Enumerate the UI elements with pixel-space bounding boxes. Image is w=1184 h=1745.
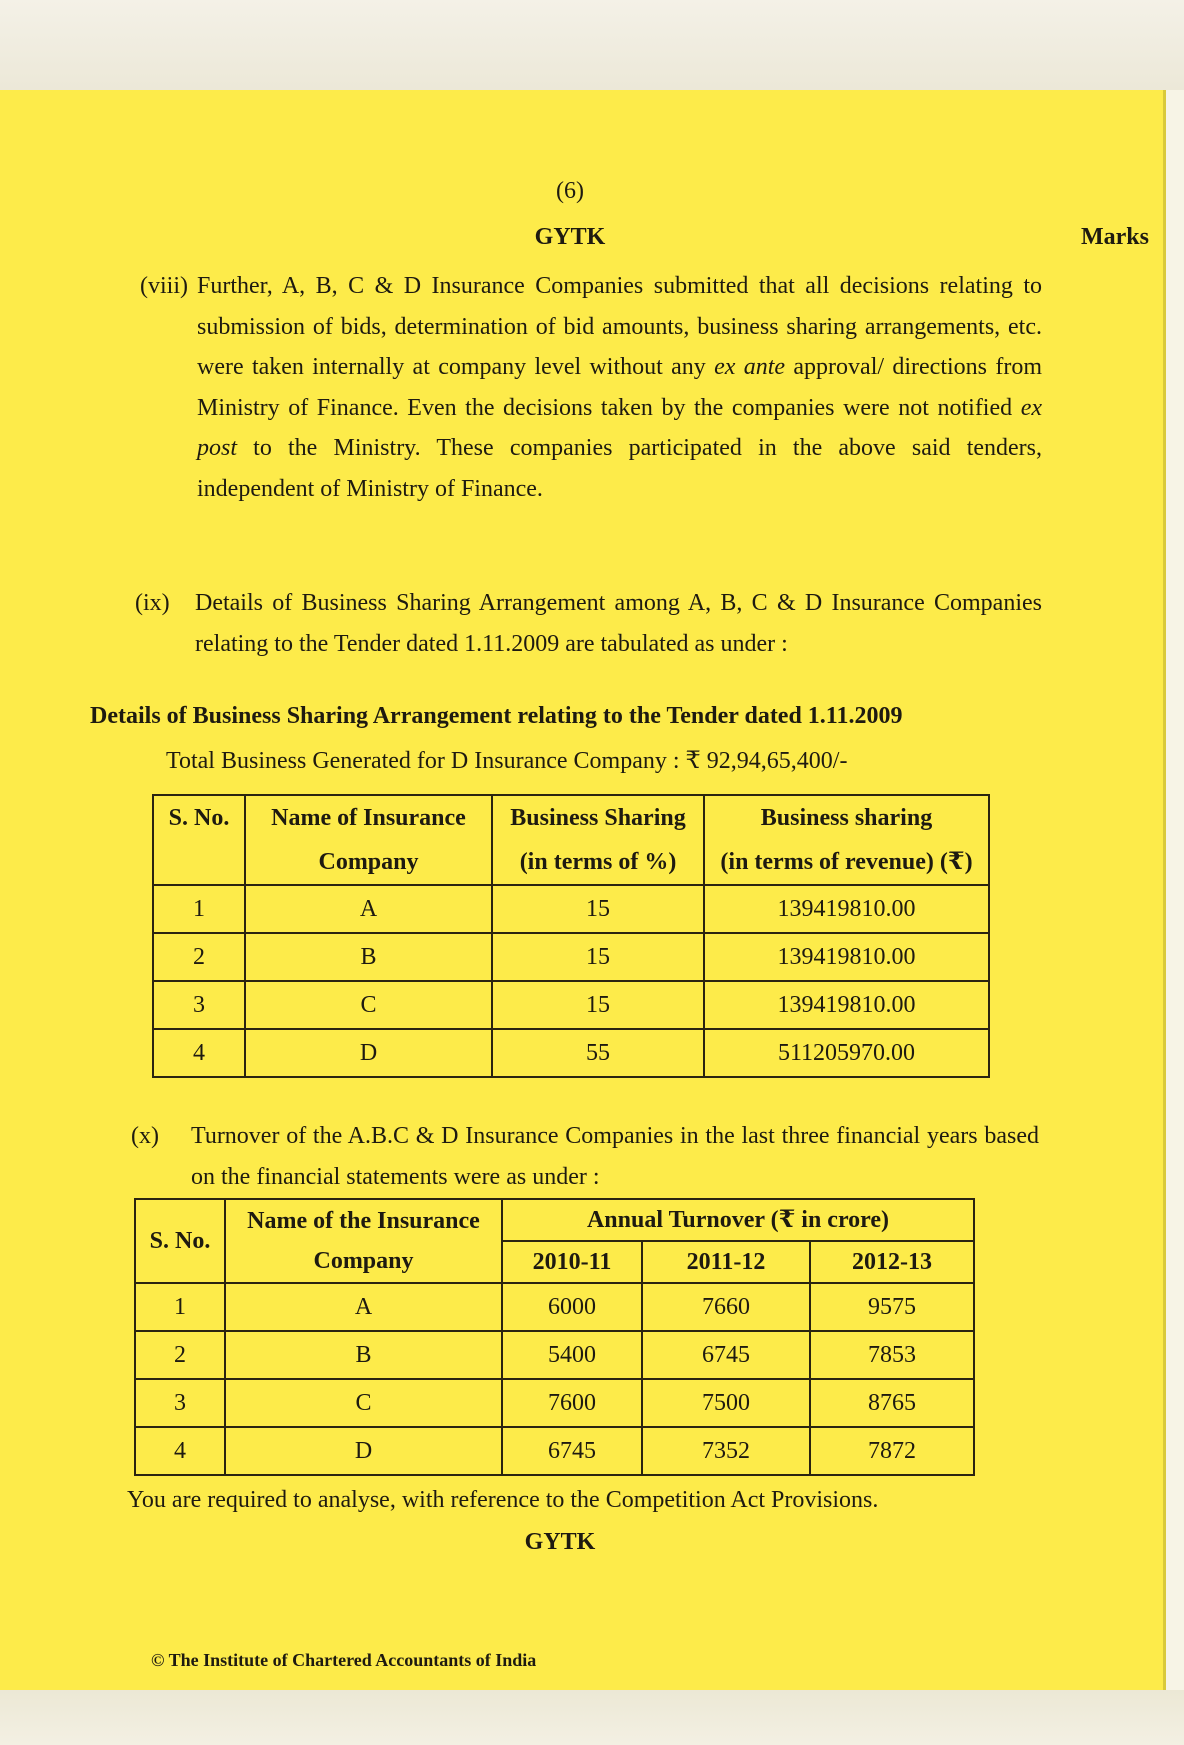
cell-sno: 4: [153, 1029, 245, 1077]
table-row: [135, 1283, 974, 1331]
cell-sno: 3: [153, 981, 245, 1029]
table-row: [153, 1029, 989, 1077]
cell-sno: 2: [153, 933, 245, 981]
cell-company: C: [225, 1379, 502, 1427]
cell-percent: 15: [492, 933, 704, 981]
cell-company: C: [245, 981, 492, 1029]
table1-title: Details of Business Sharing Arrangement relating to the Tender dated 1.11.2009: [90, 703, 903, 729]
table-header-row: [153, 795, 989, 885]
cell-turnover: 5400: [502, 1331, 642, 1379]
cell-sno: 1: [135, 1283, 225, 1331]
turnover-table: [134, 1198, 975, 1476]
cell-turnover: 9575: [810, 1283, 974, 1331]
header-company: Name of Insurance Company: [245, 795, 492, 885]
cell-revenue: 139419810.00: [704, 885, 989, 933]
question-page: [0, 90, 1166, 1690]
table-row: [135, 1427, 974, 1475]
cell-company: D: [225, 1427, 502, 1475]
header-code: GYTK: [534, 224, 606, 250]
business-sharing-table: [152, 794, 990, 1078]
cell-sno: 1: [153, 885, 245, 933]
table-row: [153, 933, 989, 981]
cell-company: B: [225, 1331, 502, 1379]
header-sharing-percent: Business Sharing (in terms of %): [492, 795, 704, 885]
paragraph-viii: [140, 266, 1042, 509]
cell-percent: 15: [492, 981, 704, 1029]
cell-sno: 4: [135, 1427, 225, 1475]
paragraph-text: Further, A, B, C & D Insurance Companies submitted that all decisions relating to submission of bids, determination of bid amounts, business sharing arrangements, etc. were taken internally at company level without any: [197, 273, 1042, 380]
paragraph-text: approval/ directions from Ministry of Finance. Even the decisions taken by the companies were not notified: [197, 354, 1042, 421]
cell-turnover: 7352: [642, 1427, 810, 1475]
header-sharing-revenue: Business sharing (in terms of revenue) (₹): [704, 795, 989, 885]
paragraph-number: (viii): [140, 273, 188, 299]
paragraph-number: (ix): [135, 590, 170, 616]
header-sno: S. No.: [153, 795, 245, 885]
header-year: 2012-13: [810, 1241, 974, 1283]
cell-sno: 3: [135, 1379, 225, 1427]
cell-turnover: 7872: [810, 1427, 974, 1475]
cell-company: A: [245, 885, 492, 933]
cell-company: D: [245, 1029, 492, 1077]
scan-bottom-margin: [0, 1690, 1184, 1745]
paragraph-number: (x): [131, 1123, 159, 1149]
end-code: GYTK: [524, 1529, 596, 1555]
table-header-row: [135, 1199, 974, 1241]
cell-turnover: 7660: [642, 1283, 810, 1331]
closing-instruction: You are required to analyse, with reference to the Competition Act Provisions.: [127, 1487, 879, 1513]
cell-turnover: 7853: [810, 1331, 974, 1379]
header-year: 2010-11: [502, 1241, 642, 1283]
cell-sno: 2: [135, 1331, 225, 1379]
paragraph-x: [131, 1116, 1039, 1197]
header-company: Name of the Insurance Company: [225, 1199, 502, 1283]
page-number: (6): [556, 178, 584, 204]
header-annual-turnover: Annual Turnover (₹ in crore): [502, 1199, 974, 1241]
table-row: [153, 981, 989, 1029]
paragraph-text: to the Ministry. These companies participated in the above said tenders, independent of Ministry of Finance.: [197, 435, 1042, 502]
table-row: [135, 1331, 974, 1379]
marks-label: Marks: [1081, 224, 1149, 250]
table-row: [153, 885, 989, 933]
cell-percent: 15: [492, 885, 704, 933]
table-row: [135, 1379, 974, 1427]
cell-turnover: 6000: [502, 1283, 642, 1331]
cell-turnover: 6745: [502, 1427, 642, 1475]
cell-company: A: [225, 1283, 502, 1331]
cell-turnover: 6745: [642, 1331, 810, 1379]
italic-term: ex ante: [714, 354, 786, 380]
header-year: 2011-12: [642, 1241, 810, 1283]
cell-revenue: 139419810.00: [704, 981, 989, 1029]
cell-percent: 55: [492, 1029, 704, 1077]
cell-turnover: 7600: [502, 1379, 642, 1427]
paragraph-text: Details of Business Sharing Arrangement among A, B, C & D Insurance Companies relating to the Tender dated 1.11.2009 are tabulated as under :: [195, 590, 1042, 657]
cell-turnover: 8765: [810, 1379, 974, 1427]
scan-top-margin: [0, 0, 1184, 90]
cell-turnover: 7500: [642, 1379, 810, 1427]
italic-term: ex post: [197, 394, 1042, 461]
copyright-footer: © The Institute of Chartered Accountants of India: [151, 1650, 537, 1670]
paragraph-ix: [135, 583, 1042, 664]
cell-company: B: [245, 933, 492, 981]
table1-total-line: Total Business Generated for D Insurance Company : ₹ 92,94,65,400/-: [166, 748, 848, 774]
paragraph-text: Turnover of the A.B.C & D Insurance Companies in the last three financial years based on the financial statements were as under :: [191, 1123, 1039, 1190]
header-sno: S. No.: [135, 1199, 225, 1283]
cell-revenue: 511205970.00: [704, 1029, 989, 1077]
cell-revenue: 139419810.00: [704, 933, 989, 981]
